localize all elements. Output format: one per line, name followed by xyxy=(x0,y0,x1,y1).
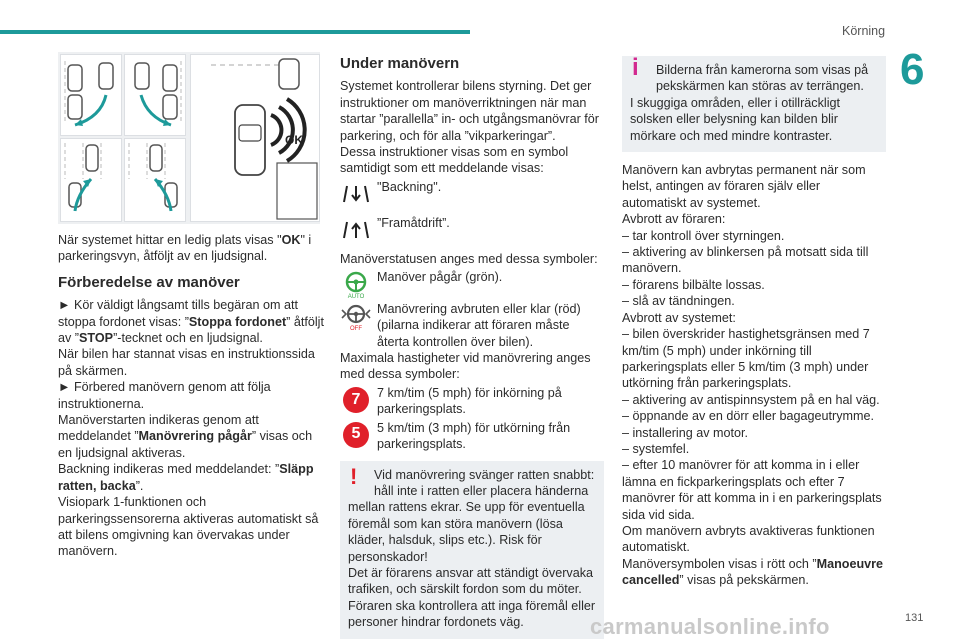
paragraph-visiopark: Visiopark 1-funktionen och parkeringssensorerna aktiveras automatiskt så att bilens omgivning kan övervakas under manövern. xyxy=(58,495,319,559)
steering-wheel-auto-icon xyxy=(340,269,372,299)
paragraph-stop-vehicle: ► Kör väldigt långsamt tills begäran om att stoppa fordonet visas: ”Stoppa fordonet” åtföljt av ”STOP”-tecknet och en ljudsignal. xyxy=(58,298,324,346)
page-number: 131 xyxy=(905,612,924,624)
paragraph-status-intro: Manöverstatusen anges med dessa symboler: xyxy=(340,251,598,266)
forward-arrows-icon xyxy=(340,215,372,245)
system-item: – bilen överskrider hastighetsgränsen med 7 km/tim (5 mph) under inkörning till parkeringsplats eller 5 km/tim (3 mph) under utkörning från parkeringsplats. xyxy=(622,327,870,391)
paragraph-reversing: Backning indikeras med meddelandet: ”Släpp ratten, backa”. xyxy=(58,462,314,493)
paragraph-cancelled: Manöversymbolen visas i rött och ”Manoeuvre cancelled” visas på pekskärmen. xyxy=(622,556,884,588)
paragraph-instruction-page: När bilen har stannat visas en instruktionssida på skärmen. xyxy=(58,347,315,378)
paragraph-maneuver-start: Manöverstarten indikeras genom att meddelandet ”Manövrering pågår” visas och en ljudsignal aktiveras. xyxy=(58,413,313,460)
info-icon: i xyxy=(632,54,639,81)
symbol-row-speed-7: 7 7 km/tim (5 mph) för inkörning på parkeringsplats. xyxy=(340,385,604,418)
driver-item: – förarens bilbälte lossas. xyxy=(622,277,765,292)
symbol-row-speed-5: 5 5 km/tim (3 mph) för utkörning från parkeringsplats. xyxy=(340,420,604,453)
system-item: – installering av motor. xyxy=(622,425,748,440)
parking-detection-view xyxy=(190,54,320,222)
paragraph-symbols-intro: Dessa instruktioner visas som en symbol samtidigt som ett meddelande visas: xyxy=(340,145,569,176)
steering-wheel-off-icon xyxy=(340,301,372,331)
symbol-row-forward: ”Framåtdrift”. xyxy=(340,215,604,245)
heading-preparation: Förberedelse av manöver xyxy=(58,273,240,291)
svg-text:AUTO: AUTO xyxy=(347,294,365,300)
system-item: – efter 10 manövrer för att komma in i eller lämna en fickparkeringsplats och efter 7 manövrer för att komma in i en parkeringsplats sida vid sida. xyxy=(622,458,882,522)
speed-5-icon: 5 xyxy=(340,420,372,450)
parallel-exit-panel xyxy=(124,54,186,136)
symbol-row-reverse: "Backning". xyxy=(340,179,604,209)
paragraph-space-found: När systemet hittar en ledig plats visas "OK" i parkeringsvyn, åtföljt av en ljudsignal. xyxy=(58,233,312,264)
ok-label: OK xyxy=(285,133,303,147)
heading-during-maneuver: Under manövern xyxy=(340,55,460,72)
header-accent-bar xyxy=(0,30,470,34)
driver-item: – aktivering av blinkersen på motsatt sida till manövern. xyxy=(622,245,869,276)
bay-parking-panel xyxy=(60,138,122,222)
column-3 xyxy=(622,56,886,589)
paragraph-speed-intro: Maximala hastigheter vid manövrering anges med dessa symboler: xyxy=(340,351,591,382)
speed-7-icon: 7 xyxy=(340,385,372,415)
symbol-row-auto: AUTO Manöver pågår (grön). xyxy=(340,269,604,299)
warning-box: ! Vid manövrering svänger ratten snabbt: håll inte i ratten eller placera händerna mellan rattens ekrar. Se upp för eventuella föremål som kan störa manövern (lösa kläder, halsduk, slips etc.). Risk för personskador! Det är förarens ansvar att ständigt övervaka trafiken, och särskilt fordon som du möter. Föraren ska kontrollera att inga föremål eller personer hindrar fordonets väg. xyxy=(340,461,604,639)
system-title: Avbrott av systemet: xyxy=(622,310,736,325)
svg-text:OFF: OFF xyxy=(350,326,362,332)
column-2 xyxy=(340,56,604,639)
driver-item: – slå av tändningen. xyxy=(622,294,735,309)
driver-item: – tar kontroll över styrningen. xyxy=(622,228,785,243)
reverse-arrows-icon xyxy=(340,179,372,209)
watermark: carmanualsonline.info xyxy=(590,614,830,639)
bay-exit-panel xyxy=(124,138,186,222)
paragraph-system-controls: Systemet kontrollerar bilens styrning. Det ger instruktioner om manöverriktningen när man startar ”parallella” in- och utgångsmanövrar för parkering, och för alla ”vikparkeringar”. xyxy=(340,79,599,143)
paragraph-deactivated: Om manövern avbryts avaktiveras funktionen automatiskt. xyxy=(622,523,875,555)
chapter-number: 6 xyxy=(900,45,925,94)
system-item: – systemfel. xyxy=(622,441,690,456)
parking-illustration xyxy=(58,52,320,224)
paragraph-prepare: ► Förbered manövern genom att följa instruktionerna. xyxy=(58,380,271,411)
system-item: – öppnande av en dörr eller bagageutrymme. xyxy=(622,409,875,424)
info-box: i Bilderna från kamerorna som visas på pekskärmen kan störas av terrängen. I skuggiga områden, eller i otillräckligt solsken eller belysning kan bilden blir mörkare och med mindre kontraster. xyxy=(622,56,886,152)
section-name: Körning xyxy=(842,24,886,38)
column-1 xyxy=(58,232,324,560)
parallel-parking-panel xyxy=(60,54,122,136)
driver-title: Avbrott av föraren: xyxy=(622,212,726,227)
paragraph-interrupt: Manövern kan avbrytas permanent när som helst, antingen av föraren själv eller automatiskt av systemet. xyxy=(622,163,866,210)
system-item: – aktivering av antispinnsystem på en hal väg. xyxy=(622,392,880,407)
warning-icon: ! xyxy=(350,463,358,489)
symbol-row-off: OFF Manövrering avbruten eller klar (röd) xyxy=(340,301,604,331)
paragraph-off-detail: (pilarna indikerar att föraren måste återta kontrollen över bilen). xyxy=(377,318,570,349)
